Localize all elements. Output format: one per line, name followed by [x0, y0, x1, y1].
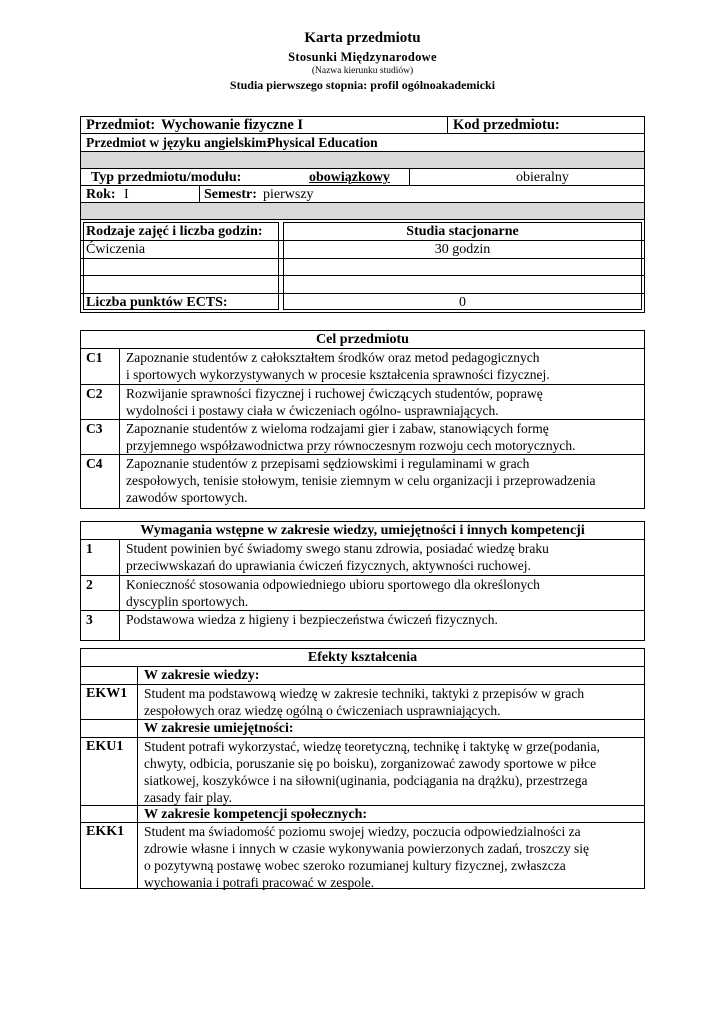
goal-text: Zapoznanie studentów z przepisami sędziowskimi i regulaminami w grach zespołowych, tenisie stołowym, tenisie ziemnym w celu organizacji i przeprowadzenia zawodów sportowych.	[126, 456, 596, 505]
social-outcome-id: EKK1	[86, 824, 125, 839]
course-type-label: Typ przedmiotu/modułu:	[91, 170, 242, 185]
goal-id: C4	[86, 456, 103, 471]
knowledge-header: W zakresie wiedzy:	[144, 668, 260, 683]
class-type: Ćwiczenia	[86, 242, 146, 257]
requirement-text: Konieczność stosowania odpowiedniego ubioru sportowego dla określonych dyscyplin sportowych.	[126, 577, 540, 609]
field-of-study-hint: (Nazwa kierunku studiów)	[311, 66, 414, 76]
course-type-mandatory: obowiązkowy	[309, 170, 390, 185]
study-level: Studia pierwszego stopnia: profil ogólnoakademicki	[229, 78, 496, 92]
study-mode-label: Studia stacjonarne	[406, 224, 519, 239]
goal-id: C3	[86, 421, 103, 436]
goal-id: C1	[86, 350, 103, 365]
goal-text: Rozwijanie sprawności fizycznej i ruchowej ćwiczących studentów, poprawę wydolności i postawy ciała w ćwiczeniach ogólno- usprawniających.	[126, 386, 543, 418]
hours-label: Rodzaje zajęć i liczba godzin:	[86, 224, 263, 239]
year-value: I	[124, 187, 129, 202]
course-code-label: Kod przedmiotu:	[453, 117, 560, 133]
ects-label: Liczba punktów ECTS:	[86, 295, 228, 310]
goal-text: Zapoznanie studentów z całokształtem środków oraz metod pedagogicznych i sportowych wykorzystywanych w procesie kształcenia sprawności fizycznej.	[126, 350, 550, 382]
field-of-study: Stosunki Międzynarodowe	[288, 50, 437, 64]
knowledge-outcome-id: EKW1	[86, 686, 128, 701]
english-name-value: Physical Education	[267, 135, 378, 150]
year-label: Rok:	[86, 187, 116, 202]
social-competence-header: W zakresie kompetencji społecznych:	[144, 807, 368, 822]
skills-header: W zakresie umiejętności:	[144, 721, 294, 736]
english-name-label: Przedmiot w języku angielskim:	[86, 135, 271, 150]
requirement-id: 1	[86, 541, 93, 556]
requirement-text: Podstawowa wiedza z higieny i bezpieczeństwa ćwiczeń fizycznych.	[126, 612, 498, 627]
requirement-text: Student powinien być świadomy swego stanu zdrowia, posiadać wiedzę braku przeciwwskazań do uprawiania ćwiczeń fizycznych, aktywności ruchowej.	[126, 541, 549, 573]
requirement-id: 3	[86, 612, 93, 627]
goal-id: C2	[86, 386, 103, 401]
document-title: Karta przedmiotu	[304, 30, 421, 46]
goal-text: Zapoznanie studentów z wieloma rodzajami gier i zabaw, stanowiących formę przyjemnego współzawodnictwa przy równoczesnym rozwoju cech motorycznych.	[126, 421, 576, 453]
skills-outcome-text: Student potrafi wykorzystać, wiedzę teoretyczną, technikę i taktykę w grze(podania, chwyty, odbicia, poruszanie się po boisku), zorganizować zawody sportowe w piłce siatkowej, koszykówce i na siłowni(uginania, podciągania na drążku), przestrzega zasady fair play.	[144, 739, 600, 805]
course-type-elective: obieralny	[516, 170, 569, 185]
skills-outcome-id: EKU1	[86, 739, 124, 754]
class-hours: 30 godzin	[434, 242, 491, 257]
social-outcome-text: Student ma świadomość poziomu swojej wiedzy, poczucia odpowiedzialności za zdrowie własne i innych w czasie wykonywania powierzonych zadań, troszczy się o pozytywną postawę wobec szeroko rozumianej kultury fizycznej, zwłaszcza wychowania i potrafi pracować w zespole.	[144, 824, 589, 890]
semester-value: pierwszy	[263, 187, 314, 202]
outcomes-title: Efekty kształcenia	[307, 650, 418, 665]
requirements-title: Wymagania wstępne w zakresie wiedzy, umiejętności i innych kompetencji	[140, 523, 585, 538]
knowledge-outcome-text: Student ma podstawową wiedzę w zakresie techniki, taktyki z przepisów w grach zespołowych oraz wiedzę ogólną o ćwiczeniach usprawniających.	[144, 686, 585, 718]
semester-label: Semestr:	[204, 187, 257, 202]
requirement-id: 2	[86, 577, 93, 592]
subject-label: Przedmiot:	[86, 117, 156, 133]
goals-title: Cel przedmiotu	[316, 332, 409, 347]
subject-value: Wychowanie fizyczne I	[161, 117, 304, 133]
ects-value: 0	[459, 295, 466, 310]
